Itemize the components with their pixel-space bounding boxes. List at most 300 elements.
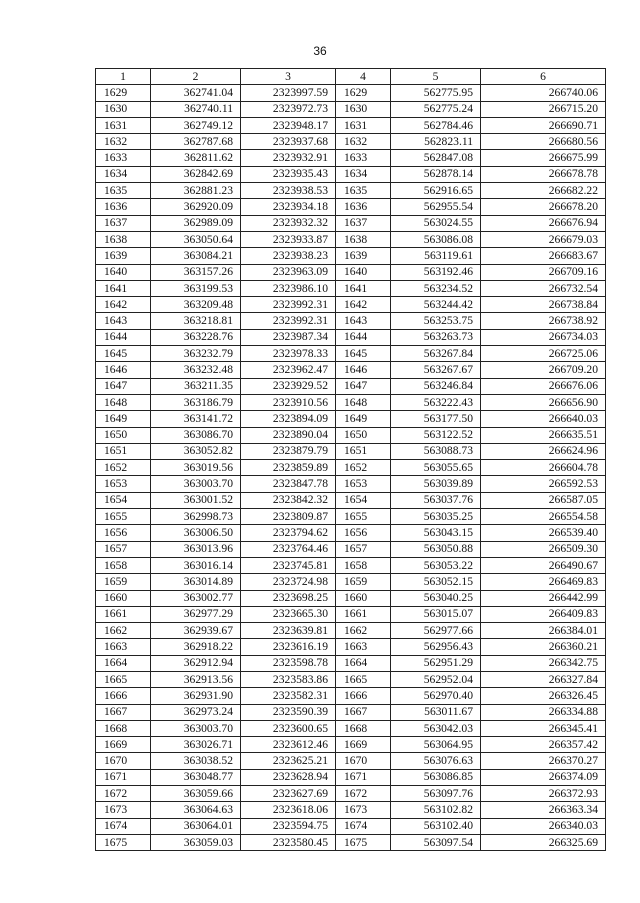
table-cell: 266682.22 — [481, 183, 606, 199]
table-cell: 2323986.10 — [241, 280, 336, 296]
table-cell: 266363.34 — [481, 802, 606, 818]
table-cell: 1642 — [336, 297, 391, 313]
table-cell: 1655 — [96, 509, 151, 525]
table-cell: 1672 — [336, 786, 391, 802]
table-cell: 2323724.98 — [241, 574, 336, 590]
table-cell: 563267.84 — [391, 346, 481, 362]
table-cell: 1667 — [96, 704, 151, 720]
table-cell: 563011.67 — [391, 704, 481, 720]
table-cell: 1669 — [96, 737, 151, 753]
table-cell: 2323590.39 — [241, 704, 336, 720]
table-row — [96, 720, 606, 736]
table-cell: 562775.24 — [391, 101, 481, 117]
table-cell: 1643 — [96, 313, 151, 329]
table-cell: 363059.03 — [151, 834, 241, 850]
table-cell: 1656 — [336, 525, 391, 541]
table-row — [96, 297, 606, 313]
table-cell: 2323879.79 — [241, 443, 336, 459]
column-header: 6 — [481, 69, 606, 85]
table-cell: 266409.83 — [481, 606, 606, 622]
table-cell: 2323612.46 — [241, 737, 336, 753]
table-cell: 266326.45 — [481, 688, 606, 704]
table-cell: 563122.52 — [391, 427, 481, 443]
table-cell: 266738.84 — [481, 297, 606, 313]
table-cell: 1636 — [96, 199, 151, 215]
table-cell: 563253.75 — [391, 313, 481, 329]
table-cell: 266384.01 — [481, 623, 606, 639]
table-row — [96, 85, 606, 101]
table-cell: 562951.29 — [391, 655, 481, 671]
table-cell: 563053.22 — [391, 557, 481, 573]
table-row — [96, 509, 606, 525]
column-header: 4 — [336, 69, 391, 85]
table-cell: 1675 — [96, 834, 151, 850]
table-cell: 363016.14 — [151, 557, 241, 573]
table-cell: 563102.82 — [391, 802, 481, 818]
table-row — [96, 655, 606, 671]
table-cell: 563222.43 — [391, 394, 481, 410]
table-cell: 1662 — [96, 623, 151, 639]
table-cell: 1659 — [96, 574, 151, 590]
table-cell: 2323910.56 — [241, 394, 336, 410]
table-cell: 1665 — [336, 671, 391, 687]
table-cell: 363003.70 — [151, 720, 241, 736]
table-cell: 266325.69 — [481, 834, 606, 850]
table-cell: 266715.20 — [481, 101, 606, 117]
table-cell: 2323894.09 — [241, 411, 336, 427]
table-cell: 2323625.21 — [241, 753, 336, 769]
table-cell: 363064.63 — [151, 802, 241, 818]
table-cell: 1666 — [96, 688, 151, 704]
table-cell: 363064.01 — [151, 818, 241, 834]
table-cell: 1632 — [336, 134, 391, 150]
table-row — [96, 150, 606, 166]
table-cell: 2323997.59 — [241, 85, 336, 101]
table-cell: 563076.63 — [391, 753, 481, 769]
table-cell: 563042.03 — [391, 720, 481, 736]
table-row — [96, 623, 606, 639]
table-cell: 1650 — [336, 427, 391, 443]
table-row — [96, 769, 606, 785]
table-cell: 1657 — [96, 541, 151, 557]
table-cell: 1651 — [336, 443, 391, 459]
table-cell: 2323932.91 — [241, 150, 336, 166]
table-cell: 2323987.34 — [241, 329, 336, 345]
table-row — [96, 786, 606, 802]
table-cell: 1666 — [336, 688, 391, 704]
table-cell: 266690.71 — [481, 117, 606, 133]
table-cell: 2323978.33 — [241, 346, 336, 362]
table-cell: 1668 — [336, 720, 391, 736]
table-cell: 362912.94 — [151, 655, 241, 671]
table-cell: 563097.76 — [391, 786, 481, 802]
table-row — [96, 590, 606, 606]
table-row — [96, 215, 606, 231]
table-cell: 563246.84 — [391, 378, 481, 394]
table-cell: 1653 — [336, 476, 391, 492]
table-cell: 1652 — [336, 460, 391, 476]
table-cell: 563064.95 — [391, 737, 481, 753]
table-cell: 2323745.81 — [241, 557, 336, 573]
table-cell: 266732.54 — [481, 280, 606, 296]
table-cell: 2323594.75 — [241, 818, 336, 834]
table-cell: 1661 — [96, 606, 151, 622]
table-cell: 2323809.87 — [241, 509, 336, 525]
table-cell: 1647 — [336, 378, 391, 394]
table-cell: 1629 — [336, 85, 391, 101]
table-cell: 2323948.17 — [241, 117, 336, 133]
table-cell: 266509.30 — [481, 541, 606, 557]
table-row — [96, 427, 606, 443]
table-cell: 363003.70 — [151, 476, 241, 492]
table-cell: 1646 — [336, 362, 391, 378]
table-cell: 563097.54 — [391, 834, 481, 850]
table-cell: 266374.09 — [481, 769, 606, 785]
table-cell: 1636 — [336, 199, 391, 215]
table-cell: 2323962.47 — [241, 362, 336, 378]
table-cell: 1671 — [96, 769, 151, 785]
table-cell: 1643 — [336, 313, 391, 329]
table-cell: 1657 — [336, 541, 391, 557]
table-cell: 1634 — [96, 166, 151, 182]
table-cell: 362749.12 — [151, 117, 241, 133]
table-row — [96, 166, 606, 182]
table-cell: 1675 — [336, 834, 391, 850]
table-cell: 2323938.53 — [241, 183, 336, 199]
table-cell: 563035.25 — [391, 509, 481, 525]
table-cell: 266656.90 — [481, 394, 606, 410]
table-cell: 2323859.89 — [241, 460, 336, 476]
table-cell: 363086.70 — [151, 427, 241, 443]
table-cell: 266442.99 — [481, 590, 606, 606]
table-cell: 1661 — [336, 606, 391, 622]
table-cell: 563043.15 — [391, 525, 481, 541]
table-cell: 2323628.94 — [241, 769, 336, 785]
table-cell: 1658 — [336, 557, 391, 573]
table-cell: 362787.68 — [151, 134, 241, 150]
table-cell: 362998.73 — [151, 509, 241, 525]
table-cell: 266740.06 — [481, 85, 606, 101]
table-cell: 1646 — [96, 362, 151, 378]
table-cell: 1639 — [96, 248, 151, 264]
table-cell: 1653 — [96, 476, 151, 492]
table-cell: 266709.20 — [481, 362, 606, 378]
table-cell: 1670 — [96, 753, 151, 769]
table-cell: 363199.53 — [151, 280, 241, 296]
table-cell: 362918.22 — [151, 639, 241, 655]
table-row — [96, 101, 606, 117]
table-row — [96, 329, 606, 345]
table-cell: 266624.96 — [481, 443, 606, 459]
table-cell: 266490.67 — [481, 557, 606, 573]
table-cell: 362881.23 — [151, 183, 241, 199]
table-cell: 266360.21 — [481, 639, 606, 655]
column-header: 1 — [96, 69, 151, 85]
table-cell: 2323933.87 — [241, 231, 336, 247]
table-cell: 1634 — [336, 166, 391, 182]
table-row — [96, 248, 606, 264]
table-cell: 1640 — [96, 264, 151, 280]
table-cell: 362842.69 — [151, 166, 241, 182]
table-cell: 1648 — [336, 394, 391, 410]
table-cell: 2323992.31 — [241, 313, 336, 329]
table-cell: 563086.08 — [391, 231, 481, 247]
column-header: 3 — [241, 69, 336, 85]
table-cell: 1664 — [336, 655, 391, 671]
table-cell: 363050.64 — [151, 231, 241, 247]
table-row — [96, 346, 606, 362]
table-cell: 363002.77 — [151, 590, 241, 606]
table-cell: 266469.83 — [481, 574, 606, 590]
table-cell: 563119.61 — [391, 248, 481, 264]
table-row — [96, 557, 606, 573]
table-cell: 563088.73 — [391, 443, 481, 459]
table-cell: 266340.03 — [481, 818, 606, 834]
table-cell: 363186.79 — [151, 394, 241, 410]
table-cell: 363048.77 — [151, 769, 241, 785]
table-cell: 1656 — [96, 525, 151, 541]
table-row — [96, 574, 606, 590]
coordinates-table — [95, 68, 606, 851]
table-row — [96, 525, 606, 541]
table-cell: 2323937.68 — [241, 134, 336, 150]
table-cell: 1651 — [96, 443, 151, 459]
table-row — [96, 492, 606, 508]
table-cell: 2323935.43 — [241, 166, 336, 182]
table-cell: 563234.52 — [391, 280, 481, 296]
table-cell: 266587.05 — [481, 492, 606, 508]
table-cell: 362811.62 — [151, 150, 241, 166]
table-cell: 563015.07 — [391, 606, 481, 622]
table-cell: 1644 — [96, 329, 151, 345]
table-row — [96, 639, 606, 655]
table-cell: 362920.09 — [151, 199, 241, 215]
table-cell: 1638 — [96, 231, 151, 247]
table-cell: 562878.14 — [391, 166, 481, 182]
table-cell: 266734.03 — [481, 329, 606, 345]
table-cell: 2323764.46 — [241, 541, 336, 557]
table-cell: 1641 — [96, 280, 151, 296]
table-cell: 266635.51 — [481, 427, 606, 443]
table-cell: 362989.09 — [151, 215, 241, 231]
table-cell: 562847.08 — [391, 150, 481, 166]
table-cell: 1644 — [336, 329, 391, 345]
table-cell: 563037.76 — [391, 492, 481, 508]
table-row — [96, 606, 606, 622]
table-cell: 563192.46 — [391, 264, 481, 280]
table-cell: 1632 — [96, 134, 151, 150]
table-cell: 563050.88 — [391, 541, 481, 557]
table-cell: 266554.58 — [481, 509, 606, 525]
table-row — [96, 818, 606, 834]
table-cell: 266725.06 — [481, 346, 606, 362]
table-row — [96, 443, 606, 459]
table-cell: 1630 — [336, 101, 391, 117]
table-cell: 2323616.19 — [241, 639, 336, 655]
table-cell: 1674 — [336, 818, 391, 834]
table-row — [96, 411, 606, 427]
table-row — [96, 199, 606, 215]
table-cell: 1665 — [96, 671, 151, 687]
table-cell: 362977.29 — [151, 606, 241, 622]
table-cell: 1630 — [96, 101, 151, 117]
table-cell: 266738.92 — [481, 313, 606, 329]
table-cell: 1668 — [96, 720, 151, 736]
table-cell: 1645 — [336, 346, 391, 362]
table-cell: 266539.40 — [481, 525, 606, 541]
table-cell: 1641 — [336, 280, 391, 296]
table-cell: 1639 — [336, 248, 391, 264]
table-cell: 1635 — [336, 183, 391, 199]
table-cell: 1645 — [96, 346, 151, 362]
table-cell: 266640.03 — [481, 411, 606, 427]
table-cell: 2323842.32 — [241, 492, 336, 508]
table-row — [96, 394, 606, 410]
table-cell: 1642 — [96, 297, 151, 313]
table-cell: 363211.35 — [151, 378, 241, 394]
table-cell: 2323639.81 — [241, 623, 336, 639]
table-row — [96, 541, 606, 557]
table-row — [96, 378, 606, 394]
table-cell: 562977.66 — [391, 623, 481, 639]
table-cell: 563055.65 — [391, 460, 481, 476]
table-cell: 1663 — [96, 639, 151, 655]
table-cell: 1649 — [96, 411, 151, 427]
table-cell: 563263.73 — [391, 329, 481, 345]
table-cell: 266675.99 — [481, 150, 606, 166]
table-cell: 363038.52 — [151, 753, 241, 769]
table-cell: 1650 — [96, 427, 151, 443]
table-cell: 563086.85 — [391, 769, 481, 785]
table-cell: 2323600.65 — [241, 720, 336, 736]
table-cell: 1654 — [96, 492, 151, 508]
table-cell: 266604.78 — [481, 460, 606, 476]
table-row — [96, 737, 606, 753]
table-cell: 1654 — [336, 492, 391, 508]
table-cell: 363052.82 — [151, 443, 241, 459]
table-row — [96, 134, 606, 150]
table-cell: 1633 — [336, 150, 391, 166]
table-cell: 1670 — [336, 753, 391, 769]
table-cell: 1667 — [336, 704, 391, 720]
table-cell: 1669 — [336, 737, 391, 753]
table-row — [96, 802, 606, 818]
table-cell: 1660 — [336, 590, 391, 606]
table-cell: 266372.93 — [481, 786, 606, 802]
table-cell: 266345.41 — [481, 720, 606, 736]
page-number: 36 — [313, 44, 327, 58]
table-cell: 1648 — [96, 394, 151, 410]
table-header-row — [96, 69, 606, 85]
table-cell: 2323582.31 — [241, 688, 336, 704]
table-cell: 266678.78 — [481, 166, 606, 182]
table-cell: 563177.50 — [391, 411, 481, 427]
table-row — [96, 264, 606, 280]
table-row — [96, 476, 606, 492]
table-cell: 266683.67 — [481, 248, 606, 264]
table-cell: 563039.89 — [391, 476, 481, 492]
table-cell: 362740.11 — [151, 101, 241, 117]
table-cell: 362931.90 — [151, 688, 241, 704]
table-cell: 2323992.31 — [241, 297, 336, 313]
table-row — [96, 183, 606, 199]
table-row — [96, 671, 606, 687]
table-cell: 2323580.45 — [241, 834, 336, 850]
table-cell: 1673 — [96, 802, 151, 818]
table-cell: 2323929.52 — [241, 378, 336, 394]
table-body — [96, 85, 606, 851]
table-cell: 1640 — [336, 264, 391, 280]
table-cell: 363019.56 — [151, 460, 241, 476]
table-cell: 1660 — [96, 590, 151, 606]
table-cell: 363141.72 — [151, 411, 241, 427]
table-cell: 266678.20 — [481, 199, 606, 215]
table-cell: 562916.65 — [391, 183, 481, 199]
table-cell: 1652 — [96, 460, 151, 476]
table-cell: 562970.40 — [391, 688, 481, 704]
table-cell: 363014.89 — [151, 574, 241, 590]
table-cell: 363006.50 — [151, 525, 241, 541]
table-cell: 2323598.78 — [241, 655, 336, 671]
table-cell: 1659 — [336, 574, 391, 590]
table-cell: 266709.16 — [481, 264, 606, 280]
table-cell: 563024.55 — [391, 215, 481, 231]
table-cell: 1664 — [96, 655, 151, 671]
table-cell: 266676.06 — [481, 378, 606, 394]
table-cell: 266680.56 — [481, 134, 606, 150]
table-cell: 1638 — [336, 231, 391, 247]
table-cell: 1673 — [336, 802, 391, 818]
table-row — [96, 753, 606, 769]
table-cell: 2323698.25 — [241, 590, 336, 606]
table-row — [96, 117, 606, 133]
table-cell: 1635 — [96, 183, 151, 199]
table-cell: 562784.46 — [391, 117, 481, 133]
table-row — [96, 231, 606, 247]
table-row — [96, 362, 606, 378]
table-cell: 363026.71 — [151, 737, 241, 753]
table-cell: 563244.42 — [391, 297, 481, 313]
table-cell: 363059.66 — [151, 786, 241, 802]
table-cell: 363232.79 — [151, 346, 241, 362]
table-cell: 2323627.69 — [241, 786, 336, 802]
table-cell: 362913.56 — [151, 671, 241, 687]
table-cell: 1672 — [96, 786, 151, 802]
table-cell: 1649 — [336, 411, 391, 427]
table-cell: 362939.67 — [151, 623, 241, 639]
table-cell: 2323963.09 — [241, 264, 336, 280]
table-cell: 266592.53 — [481, 476, 606, 492]
table-cell: 363157.26 — [151, 264, 241, 280]
table-cell: 563040.25 — [391, 590, 481, 606]
table-cell: 562952.04 — [391, 671, 481, 687]
table-cell: 1637 — [96, 215, 151, 231]
table-cell: 2323618.06 — [241, 802, 336, 818]
table-cell: 1633 — [96, 150, 151, 166]
table-cell: 1658 — [96, 557, 151, 573]
table-cell: 2323583.86 — [241, 671, 336, 687]
table-cell: 1655 — [336, 509, 391, 525]
table-cell: 1674 — [96, 818, 151, 834]
table-cell: 1647 — [96, 378, 151, 394]
table-cell: 266334.88 — [481, 704, 606, 720]
table-cell: 363001.52 — [151, 492, 241, 508]
table-cell: 363232.48 — [151, 362, 241, 378]
table-cell: 562956.43 — [391, 639, 481, 655]
table-cell: 1631 — [336, 117, 391, 133]
table-cell: 2323938.23 — [241, 248, 336, 264]
table-cell: 363218.81 — [151, 313, 241, 329]
